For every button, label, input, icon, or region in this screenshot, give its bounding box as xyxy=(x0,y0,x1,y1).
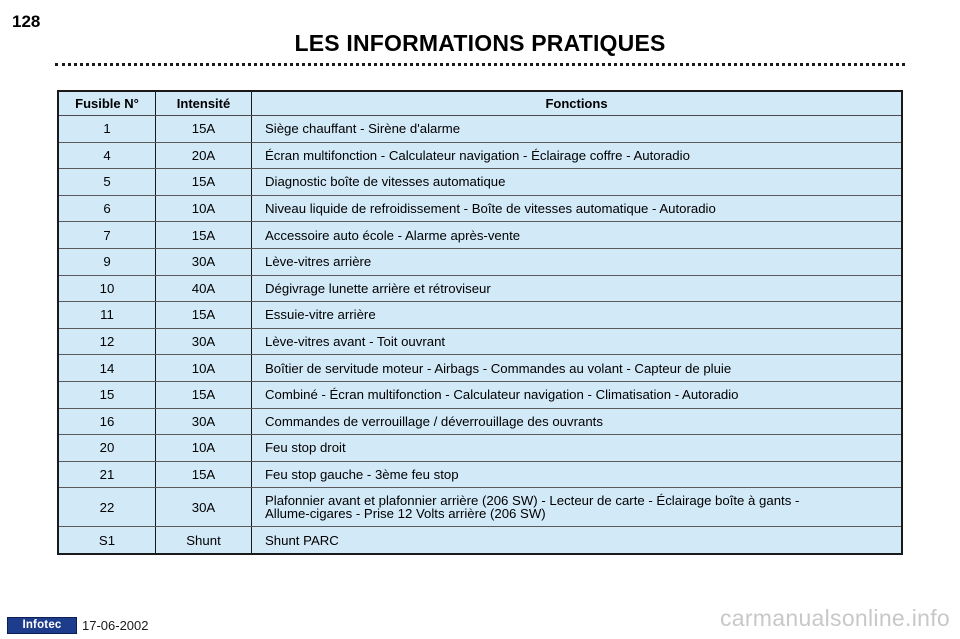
footer-date: 17-06-2002 xyxy=(82,618,149,633)
fuse-number-cell: 10 xyxy=(58,275,156,302)
fuse-number-cell: 16 xyxy=(58,408,156,435)
fuse-number-cell: 6 xyxy=(58,195,156,222)
functions-cell: Boîtier de servitude moteur - Airbags - Commandes au volant - Capteur de pluie xyxy=(252,355,903,382)
intensity-cell: 30A xyxy=(156,488,252,527)
functions-cell: Feu stop droit xyxy=(252,435,903,462)
fuse-number-cell: 15 xyxy=(58,381,156,408)
infotec-logo xyxy=(7,617,77,634)
intensity-cell: 30A xyxy=(156,328,252,355)
column-header-intensity: Intensité xyxy=(156,91,252,116)
fuse-number-cell: 21 xyxy=(58,461,156,488)
intensity-cell: 15A xyxy=(156,381,252,408)
intensity-cell: 15A xyxy=(156,461,252,488)
fuse-number-cell: 14 xyxy=(58,355,156,382)
intensity-cell: 30A xyxy=(156,248,252,275)
fuse-number-cell: 9 xyxy=(58,248,156,275)
functions-cell: Combiné - Écran multifonction - Calculateur navigation - Climatisation - Autoradio xyxy=(252,381,903,408)
table-row xyxy=(58,248,902,275)
intensity-cell: 15A xyxy=(156,169,252,196)
watermark: carmanualsonline.info xyxy=(719,605,950,631)
table-row xyxy=(58,408,902,435)
fuse-table xyxy=(57,90,903,555)
intensity-cell: Shunt xyxy=(156,527,252,554)
table-row xyxy=(58,142,902,169)
functions-cell: Siège chauffant - Sirène d'alarme xyxy=(252,116,903,143)
table-row xyxy=(58,169,902,196)
table-row xyxy=(58,488,902,527)
table-row xyxy=(58,302,902,329)
table-row xyxy=(58,527,902,554)
fuse-number-cell: 7 xyxy=(58,222,156,249)
functions-cell: Plafonnier avant et plafonnier arrière (206 SW) - Lecteur de carte - Éclairage boîte à gants - Allume-cigares - Prise 12 Volts arrière (206 SW) xyxy=(252,488,903,527)
intensity-cell: 40A xyxy=(156,275,252,302)
table-row xyxy=(58,195,902,222)
table-row xyxy=(58,461,902,488)
functions-cell: Essuie-vitre arrière xyxy=(252,302,903,329)
intensity-cell: 30A xyxy=(156,408,252,435)
fuse-number-cell: 5 xyxy=(58,169,156,196)
functions-cell: Niveau liquide de refroidissement - Boîte de vitesses automatique - Autoradio xyxy=(252,195,903,222)
intensity-cell: 20A xyxy=(156,142,252,169)
fuse-number-cell: S1 xyxy=(58,527,156,554)
functions-cell: Diagnostic boîte de vitesses automatique xyxy=(252,169,903,196)
intensity-cell: 15A xyxy=(156,302,252,329)
page-title: LES INFORMATIONS PRATIQUES xyxy=(294,30,666,56)
fuse-number-cell: 11 xyxy=(58,302,156,329)
intensity-cell: 10A xyxy=(156,195,252,222)
fuse-number-cell: 20 xyxy=(58,435,156,462)
table-row xyxy=(58,222,902,249)
column-header-fuse-number: Fusible N° xyxy=(58,91,156,116)
functions-cell: Lève-vitres arrière xyxy=(252,248,903,275)
fuse-number-cell: 12 xyxy=(58,328,156,355)
fuse-number-cell: 22 xyxy=(58,488,156,527)
functions-cell: Lève-vitres avant - Toit ouvrant xyxy=(252,328,903,355)
functions-cell: Commandes de verrouillage / déverrouillage des ouvrants xyxy=(252,408,903,435)
dotted-divider xyxy=(55,63,905,66)
functions-cell: Shunt PARC xyxy=(265,532,339,548)
column-header-functions: Fonctions xyxy=(252,91,903,116)
functions-cell: Accessoire auto école - Alarme après-vente xyxy=(252,222,903,249)
fuse-number-cell: 4 xyxy=(58,142,156,169)
functions-cell: Feu stop gauche - 3ème feu stop xyxy=(252,461,903,488)
page-number: 128 xyxy=(12,12,41,31)
table-row xyxy=(58,275,902,302)
intensity-cell: 15A xyxy=(156,222,252,249)
table-row xyxy=(58,355,902,382)
table-row xyxy=(58,381,902,408)
intensity-cell: 10A xyxy=(156,355,252,382)
infotec-logo-text: Infotec xyxy=(22,619,62,631)
functions-cell: Écran multifonction - Calculateur navigation - Éclairage coffre - Autoradio xyxy=(252,142,903,169)
table-row xyxy=(58,116,902,143)
intensity-cell: 15A xyxy=(156,116,252,143)
table-row xyxy=(58,435,902,462)
functions-cell: Dégivrage lunette arrière et rétroviseur xyxy=(252,275,903,302)
intensity-cell: 10A xyxy=(156,435,252,462)
table-header-row xyxy=(58,91,902,116)
fuse-number-cell: 1 xyxy=(58,116,156,143)
table-row xyxy=(58,328,902,355)
